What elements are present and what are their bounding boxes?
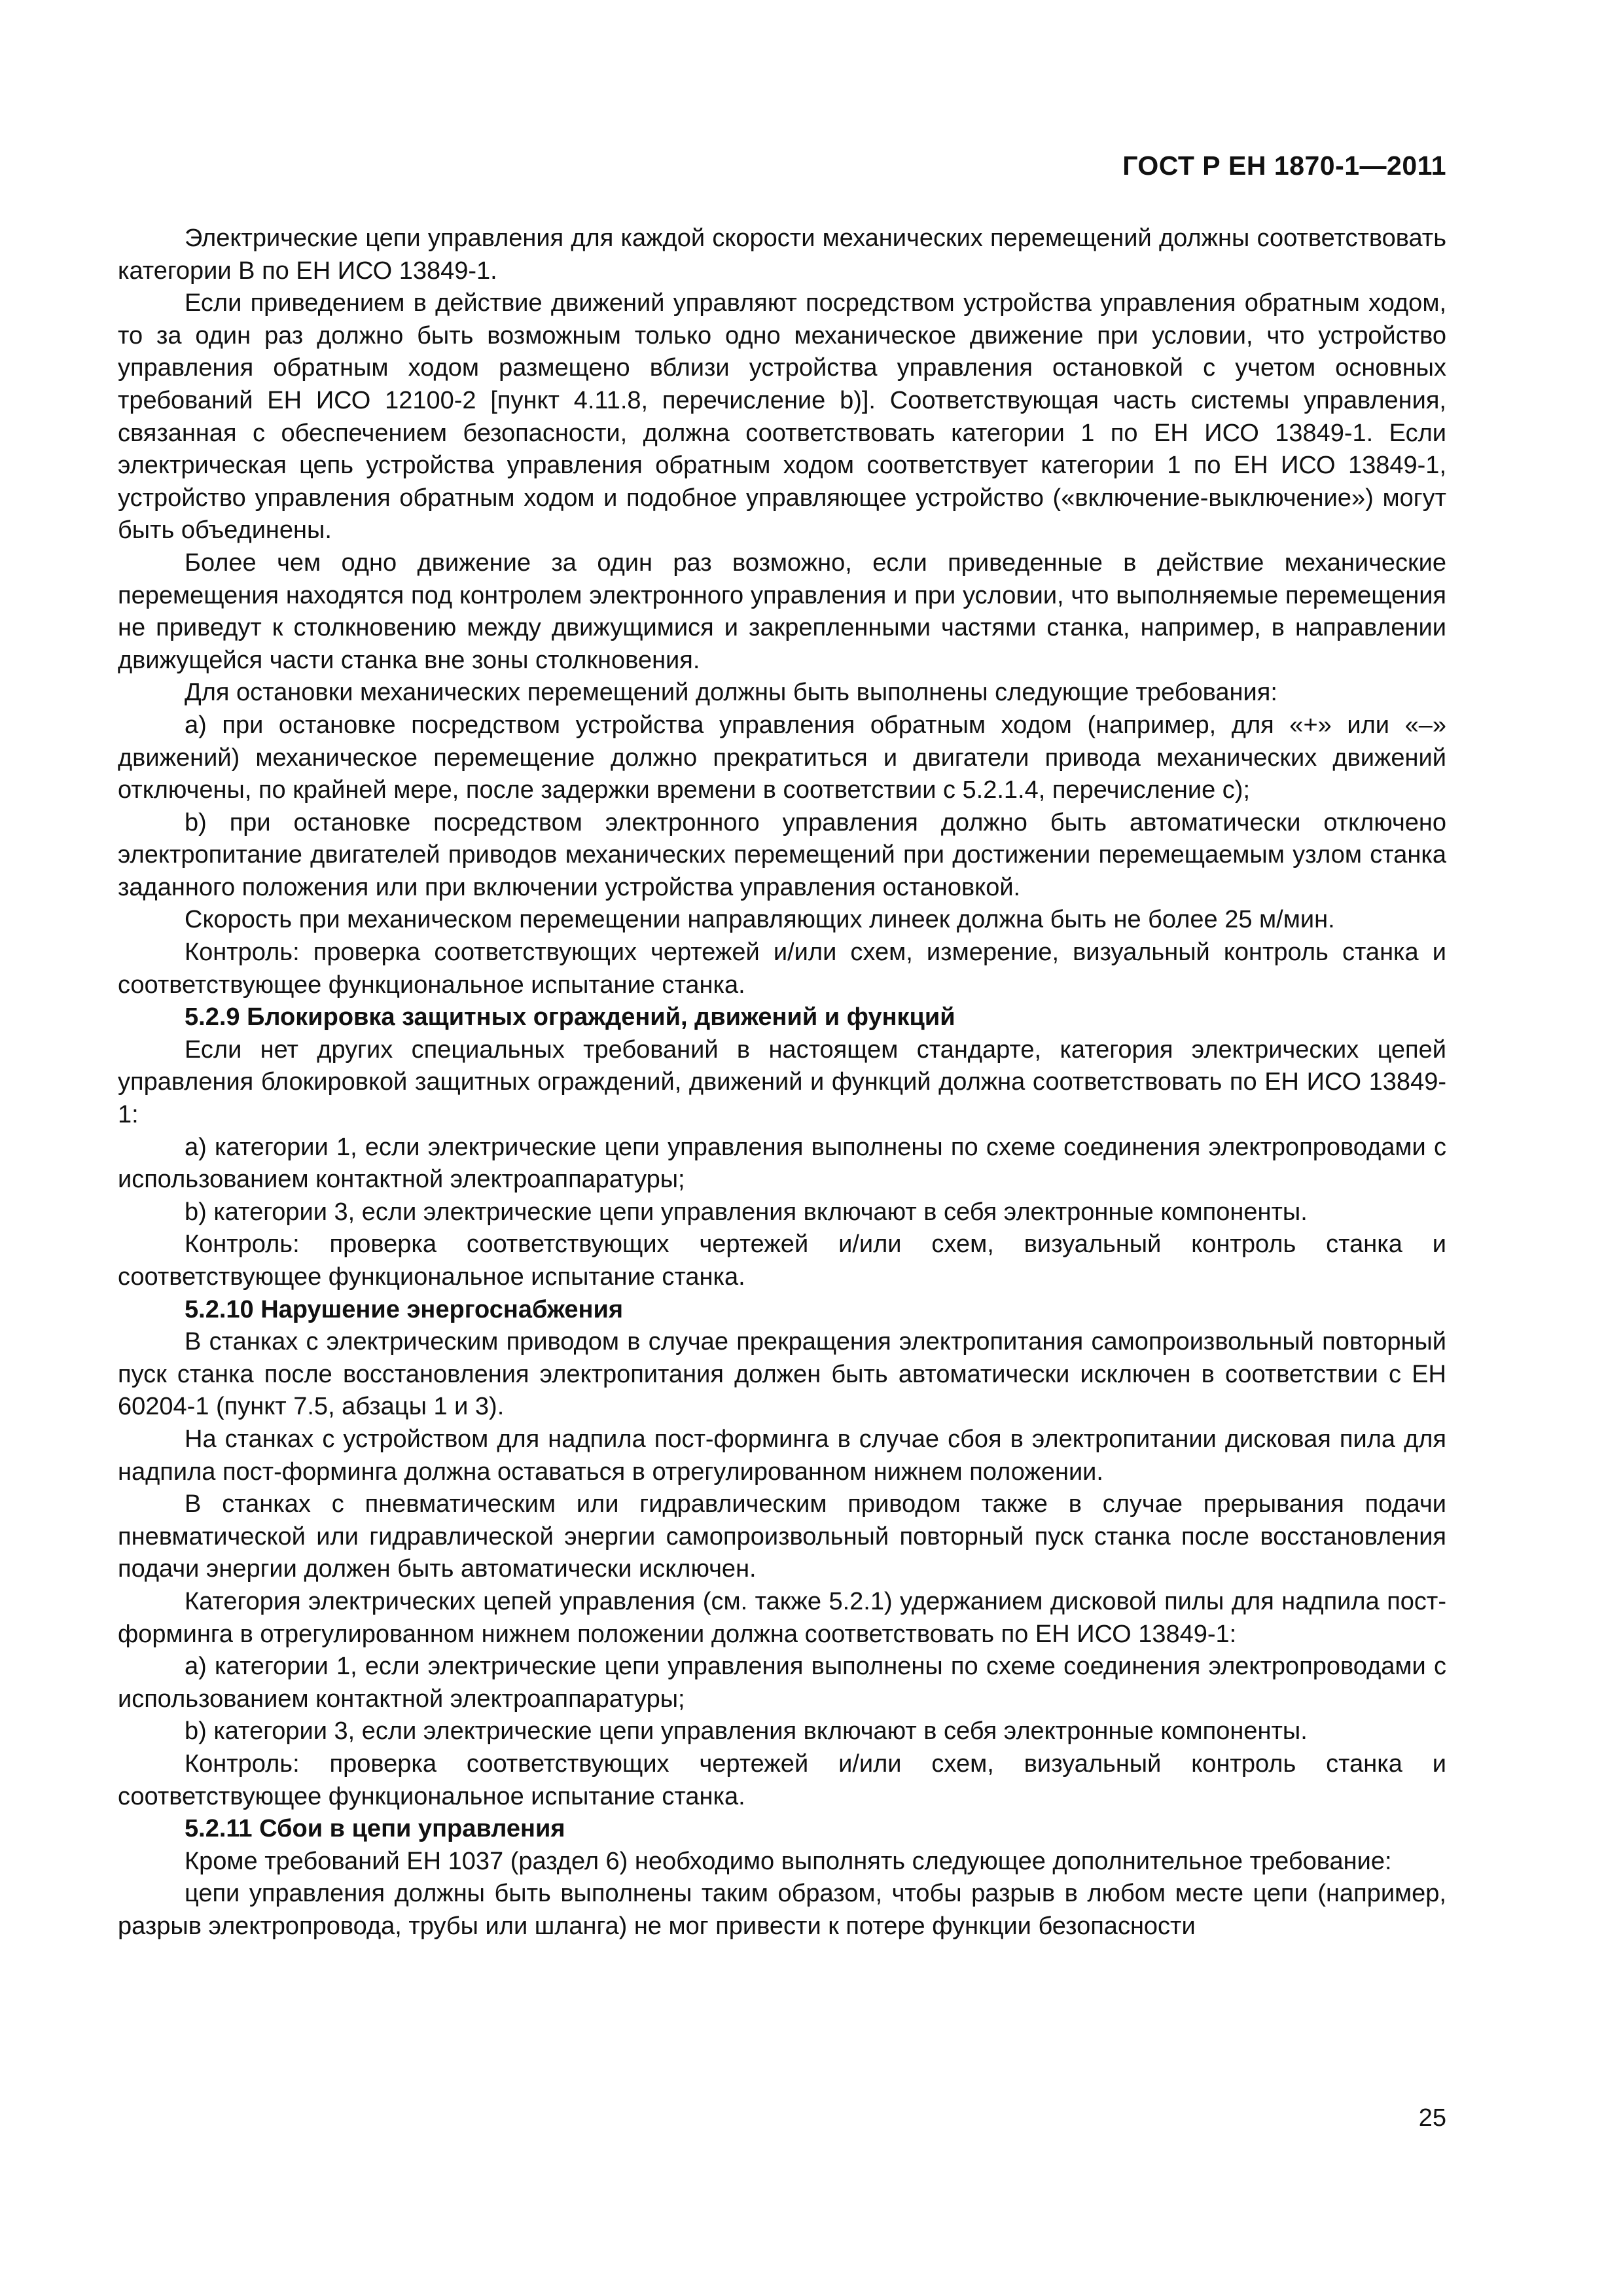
control-paragraph: Контроль: проверка соответствующих чертежей и/или схем, визуальный контроль станка и соответствующее функциональное испытание станка. bbox=[118, 1230, 1446, 1291]
page-number: 25 bbox=[1418, 2104, 1446, 2132]
paragraph: На станках с устройством для надпила пост-форминга в случае сбоя в электропитании дисковая пила для надпила пост-форминга должна оставаться в отрегулированном нижнем положении. bbox=[118, 1425, 1446, 1486]
document-body bbox=[118, 223, 1446, 1943]
list-item-paragraph: а) категории 1, если электрические цепи управления выполнены по схеме соединения электропроводами с использованием контактной электроаппаратуры; bbox=[118, 1133, 1446, 1194]
standard-code-header: ГОСТ Р ЕН 1870-1—2011 bbox=[1122, 151, 1446, 181]
control-paragraph: Контроль: проверка соответствующих чертежей и/или схем, измерение, визуальный контроль станка и соответствующее функциональное испытание станка. bbox=[118, 939, 1446, 999]
section-heading-5-2-10: 5.2.10 Нарушение энергоснабжения bbox=[185, 1295, 624, 1323]
paragraph: Электрические цепи управления для каждой скорости механических перемещений должны соответствовать категории В по ЕН ИСО 13849-1. bbox=[118, 224, 1446, 285]
paragraph: Скорость при механическом перемещении направляющих линеек должна быть не более 25 м/мин. bbox=[185, 906, 1335, 934]
list-item-paragraph: b) категории 3, если электрические цепи управления включают в себя электронные компоненты. bbox=[185, 1717, 1308, 1746]
paragraph: Кроме требований ЕН 1037 (раздел 6) необходимо выполнять следующее дополнительное требование: bbox=[185, 1847, 1392, 1875]
paragraph: В станках с пневматическим или гидравлическим приводом также в случае прерывания подачи пневматической или гидравлической энергии самопроизвольный повторный пуск станка после восстановления подачи энергии должен быть автоматически исключен. bbox=[118, 1490, 1446, 1583]
paragraph: цепи управления должны быть выполнены таким образом, чтобы разрыв в любом месте цепи (например, разрыв электропровода, трубы или шланга) не мог привести к потере функции безопасности bbox=[118, 1880, 1446, 1940]
paragraph: Если нет других специальных требований в настоящем стандарте, категория электрических цепей управления блокировкой защитных ограждений, движений и функций должна соответствовать по ЕН ИСО 13849-1: bbox=[118, 1035, 1446, 1129]
list-item-paragraph: b) категории 3, если электрические цепи управления включают в себя электронные компоненты. bbox=[185, 1198, 1308, 1226]
list-item-paragraph: а) категории 1, если электрические цепи управления выполнены по схеме соединения электропроводами с использованием контактной электроаппаратуры; bbox=[118, 1653, 1446, 1713]
paragraph: Если приведением в действие движений управляют посредством устройства управления обратным ходом, то за один раз должно быть возможным только одно механическое движение при условии, что устройство управления обратным ходом размещено вблизи устройства управления остановкой с учетом основных требований ЕН ИСО 12100-2 [пункт 4.11.8, перечисление b)]. Соответствующая часть системы управления, связанная с обеспечением безопасности, должна соответствовать категории 1 по ЕН ИСО 13849-1. Если электрическая цепь устройства управления обратным ходом соответствует категории 1 по ЕН ИСО 13849-1, устройство управления обратным ходом и подобное управляющее устройство («включение-выключение») могут быть объединены. bbox=[118, 289, 1446, 545]
section-heading-5-2-9: 5.2.9 Блокировка защитных ограждений, движений и функций bbox=[185, 1003, 955, 1031]
list-item-paragraph: b) при остановке посредством электронного управления должно быть автоматически отключено электропитание двигателей приводов механических перемещений при достижении перемещаемым узлом станка заданного положения или при включении устройства управления остановкой. bbox=[118, 808, 1446, 901]
control-paragraph: Контроль: проверка соответствующих чертежей и/или схем, визуальный контроль станка и соответствующее функциональное испытание станка. bbox=[118, 1749, 1446, 1810]
paragraph: Для остановки механических перемещений должны быть выполнены следующие требования: bbox=[185, 679, 1277, 707]
paragraph: В станках с электрическим приводом в случае прекращения электропитания самопроизвольный повторный пуск станка после восстановления электропитания должен быть автоматически исключен в соответствии с ЕН 60204-1 (пункт 7.5, абзацы 1 и 3). bbox=[118, 1328, 1446, 1421]
list-item-paragraph: а) при остановке посредством устройства управления обратным ходом (например, для «+» или «–» движений) механическое перемещение должно прекратиться и двигатели привода механических движений отключены, по крайней мере, после задержки времени в соответствии с 5.2.1.4, перечисление с); bbox=[118, 711, 1446, 804]
paragraph: Категория электрических цепей управления (см. также 5.2.1) удержанием дисковой пилы для надпила пост-форминга в отрегулированном нижнем положении должна соответствовать по ЕН ИСО 13849-1: bbox=[118, 1587, 1446, 1648]
paragraph: Более чем одно движение за один раз возможно, если приведенные в действие механические перемещения находятся под контролем электронного управления и при условии, что выполняемые перемещения не приведут к столкновению между движущимися и закрепленными частями станка, например, в направлении движущейся части станка вне зоны столкновения. bbox=[118, 548, 1446, 674]
section-heading-5-2-11: 5.2.11 Сбои в цепи управления bbox=[185, 1815, 565, 1843]
